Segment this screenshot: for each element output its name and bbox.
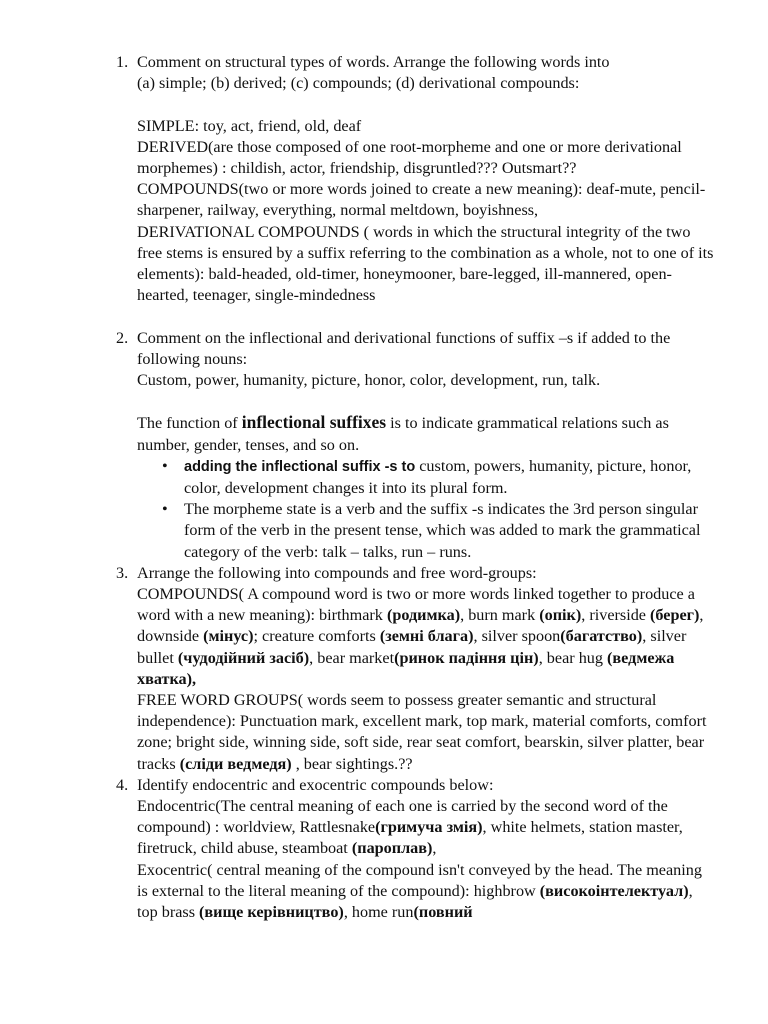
- simple-answer: SIMPLE: toy, act, friend, old, deaf: [137, 116, 362, 135]
- question-4: [116, 775, 716, 923]
- compounds-answer: COMPOUNDS(two or more words joined to create a new meaning): deaf-mute, pencil-sharpener, railway, everything, normal meltdown, boyishness,: [137, 180, 706, 220]
- list-item: • The morpheme state is a verb and the suffix -s indicates the 3rd person singular form of the verb in the present tense, which was added to mark the grammatical category of the verb: talk – talks, run – runs.: [162, 500, 701, 561]
- question-3: [116, 563, 716, 775]
- question-text: Arrange the following into compounds and free word-groups:: [137, 563, 537, 582]
- document-body: [116, 52, 716, 923]
- question-2: [116, 328, 716, 563]
- list-item: • adding the inflectional suffix -s to custom, powers, humanity, picture, honor, color, development changes it into its plural form.: [162, 456, 692, 498]
- noun-list: Custom, power, humanity, picture, honor, color, development, run, talk.: [137, 371, 601, 390]
- question-number: 4.: [116, 775, 129, 794]
- question-number: 1.: [116, 53, 129, 71]
- function-paragraph: The function of inflectional suffixes is to indicate grammatical relations such as number, gender, tenses, and so on.: [137, 412, 669, 454]
- bullet-list: [137, 456, 716, 563]
- question-text: Identify endocentric and exocentric compounds below:: [137, 775, 494, 794]
- question-text: Comment on the inflectional and derivational functions of suffix –s if added to the following nouns:: [137, 328, 671, 368]
- question-1: [116, 52, 716, 306]
- endocentric-paragraph: Endocentric(The central meaning of each one is carried by the second word of the compound) : worldview, Rattlesnake(гримуча змія), white helmets, station master, firetruck, child abuse, steamboat (пароплав),: [137, 797, 683, 858]
- free-word-groups-paragraph: FREE WORD GROUPS( words seem to possess greater semantic and structural independence): Punctuation mark, excellent mark, top mark, material comforts, comfort zone; bright side, winning side, soft side, rear seat comfort, bearskin, silver platter, bear tracks (сліди ведмедя) , bear sightings.??: [137, 691, 707, 773]
- question-text: Comment on structural types of words. Arrange the following words into (a) simple; (b) derived; (c) compounds; (d) derivational compounds:: [137, 53, 610, 93]
- derived-answer: DERIVED(are those composed of one root-morpheme and one or more derivational morphemes) : childish, actor, friendship, disgruntled??? Outsmart??: [137, 137, 682, 177]
- exocentric-paragraph: Exocentric( central meaning of the compound isn't conveyed by the head. The meaning is external to the literal meaning of the compound): highbrow (високоінтелектуал), top brass (вище керівництво), home run(повний: [137, 860, 702, 922]
- compounds-paragraph: COMPOUNDS( A compound word is two or more words linked together to produce a word with a new meaning): birthmark (родимка), burn mark (опік), riverside (берег), downside (мінус); creature comforts (земні блага), silver spoon(багатство), silver bullet (чудодійний засіб), bear market(ринок падіння цін), bear hug (ведмежа хватка),: [137, 585, 704, 688]
- question-number: 2.: [116, 328, 129, 347]
- question-number: 3.: [116, 563, 129, 582]
- derivational-compounds-answer: DERIVATIONAL COMPOUNDS ( words in which the structural integrity of the two free stems is ensured by a suffix referring to the combination as a whole, not to one of its elements): bald-headed, old-timer, honeymooner, bare-legged, ill-mannered, open- hearted, teenager, single-mindedness: [137, 222, 714, 305]
